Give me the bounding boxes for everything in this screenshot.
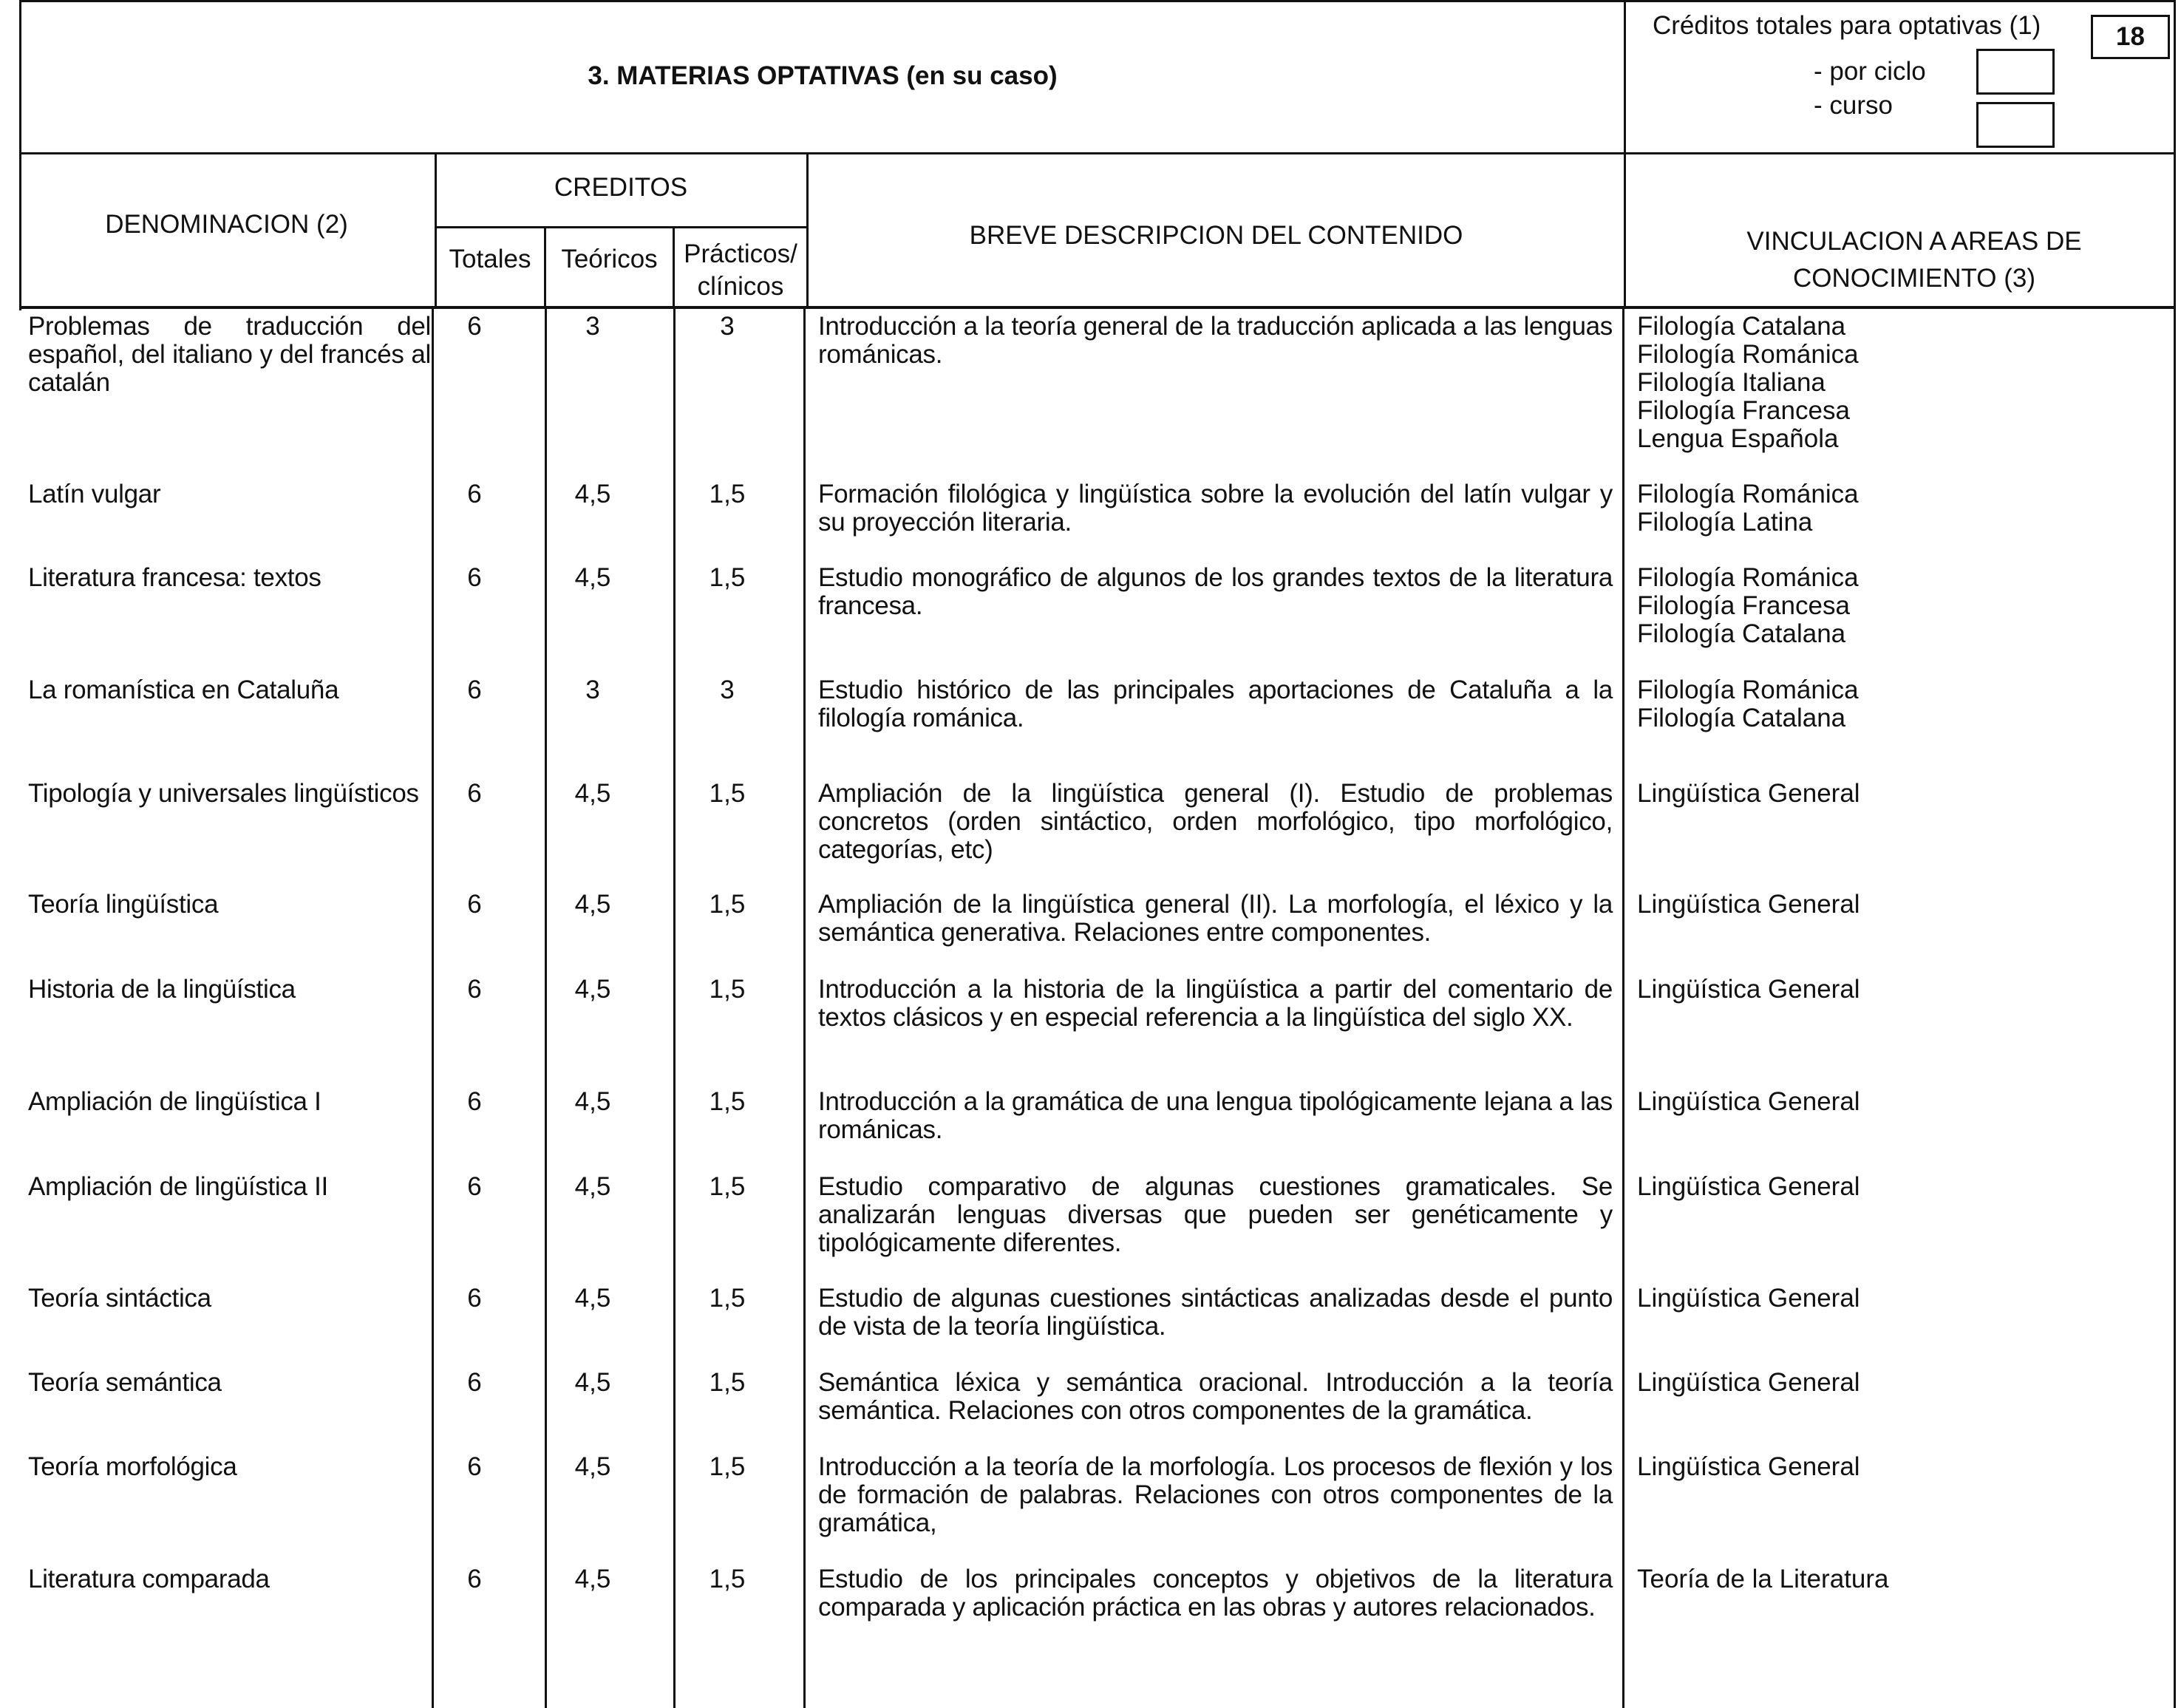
credits-subheader-separator [435, 226, 808, 228]
row-areas [1637, 1285, 1860, 1313]
row-descripcion: Introducción a la teoría general de la traducción aplicada a las lenguas románicas. [818, 312, 1613, 369]
row-areas [1637, 1453, 1860, 1481]
row-denominacion: Teoría sintáctica [28, 1284, 211, 1313]
area-item: Lingüística General [1637, 1087, 1860, 1116]
row-descripcion: Introducción a la gramática de una lengua tipológicamente lejana a las románicas. [818, 1087, 1613, 1144]
row-teoricos: 4,5 [574, 975, 611, 1004]
area-item: Filología Francesa [1637, 396, 1850, 425]
area-item: Filología Italiana [1637, 368, 1826, 397]
col-teoricos: Teóricos [561, 245, 658, 273]
row-areas [1637, 564, 1859, 648]
area-item: Filología Catalana [1637, 312, 1846, 341]
row-practicos: 1,5 [709, 1172, 746, 1201]
row-totales: 6 [467, 975, 482, 1004]
row-totales: 6 [467, 779, 482, 808]
area-item: Filología Francesa [1637, 591, 1850, 620]
body-border-right [2174, 307, 2176, 1708]
row-denominacion: Problemas de traducción del español, del italiano y del francés al catalán [28, 312, 431, 397]
table-border-top [19, 0, 2176, 2]
row-areas [1637, 780, 1860, 808]
row-totales: 6 [467, 480, 482, 508]
credits-total-value: 18 [2116, 22, 2145, 51]
col-practicos: Prácticos/ clínicos [684, 239, 797, 301]
col-totales: Totales [449, 245, 531, 273]
row-denominacion: Ampliación de lingüística II [28, 1172, 328, 1201]
row-totales: 6 [467, 1565, 482, 1593]
area-item: Filología Románica [1637, 480, 1859, 508]
row-totales: 6 [467, 1368, 482, 1397]
row-practicos: 1,5 [709, 1565, 746, 1593]
body-divider-denominacion [432, 307, 434, 1708]
area-item: Lingüística General [1637, 1172, 1860, 1201]
table-border-right [2174, 0, 2176, 310]
row-practicos: 1,5 [709, 563, 746, 592]
row-teoricos: 3 [585, 676, 600, 704]
row-totales: 6 [467, 890, 482, 919]
row-totales: 6 [467, 1087, 482, 1116]
row-denominacion: Teoría morfológica [28, 1452, 237, 1481]
row-descripcion: Estudio monográfico de algunos de los grandes textos de la literatura francesa. [818, 563, 1613, 620]
col-descripcion: BREVE DESCRIPCION DEL CONTENIDO [969, 221, 1463, 250]
por-ciclo-label: - por ciclo [1814, 57, 1926, 86]
row-denominacion: Teoría lingüística [28, 890, 219, 919]
row-teoricos: 4,5 [574, 1172, 611, 1201]
column-header-separator [19, 306, 2176, 309]
body-divider-practicos [803, 307, 806, 1708]
row-descripcion: Estudio de los principales conceptos y objetivos de la literatura comparada y aplicación práctica en las obras y autores relacionados. [818, 1565, 1613, 1622]
row-denominacion: Tipología y universales lingüísticos [28, 779, 419, 808]
row-descripcion: Estudio de algunas cuestiones sintácticas analizadas desde el punto de vista de la teoría lingüística. [818, 1284, 1613, 1341]
row-areas [1637, 891, 1860, 919]
row-practicos: 1,5 [709, 1087, 746, 1116]
col-vinculacion: VINCULACION A AREAS DE CONOCIMIENTO (3) [1746, 227, 2082, 293]
row-practicos: 3 [720, 676, 735, 704]
row-teoricos: 4,5 [574, 1284, 611, 1313]
area-item: Filología Catalana [1637, 619, 1846, 648]
row-denominacion: La romanística en Cataluña [28, 676, 339, 704]
row-descripcion: Semántica léxica y semántica oracional. Introducción a la teoría semántica. Relaciones con otros componentes de la gramática. [818, 1368, 1613, 1425]
row-denominacion: Literatura francesa: textos [28, 563, 321, 592]
row-teoricos: 3 [585, 312, 600, 341]
area-item: Teoría de la Literatura [1637, 1565, 1889, 1593]
header-separator [19, 152, 2176, 154]
area-item: Lingüística General [1637, 890, 1860, 919]
row-teoricos: 4,5 [574, 779, 611, 808]
row-denominacion: Historia de la lingüística [28, 975, 296, 1004]
area-item: Lingüística General [1637, 1284, 1860, 1313]
row-teoricos: 4,5 [574, 480, 611, 508]
row-areas [1637, 1369, 1860, 1397]
row-areas [1637, 1173, 1860, 1201]
curso-box [1976, 102, 2055, 148]
area-item: Lingüística General [1637, 1452, 1860, 1481]
section-title: 3. MATERIAS OPTATIVAS (en su caso) [588, 61, 1058, 90]
area-item: Filología Catalana [1637, 704, 1846, 732]
row-areas [1637, 976, 1860, 1004]
row-teoricos: 4,5 [574, 1087, 611, 1116]
row-practicos: 1,5 [709, 975, 746, 1004]
area-item: Lingüística General [1637, 779, 1860, 808]
por-ciclo-box [1976, 49, 2055, 95]
row-teoricos: 4,5 [574, 890, 611, 919]
row-practicos: 3 [720, 312, 735, 341]
row-descripcion: Estudio histórico de las principales aportaciones de Cataluña a la filología románica. [818, 676, 1613, 732]
row-teoricos: 4,5 [574, 1565, 611, 1593]
row-practicos: 1,5 [709, 890, 746, 919]
col-denominacion: DENOMINACION (2) [105, 210, 348, 239]
row-totales: 6 [467, 1452, 482, 1481]
row-descripcion: Formación filológica y lingüística sobre la evolución del latín vulgar y su proyección literaria. [818, 480, 1613, 537]
row-denominacion: Teoría semántica [28, 1368, 222, 1397]
row-totales: 6 [467, 1284, 482, 1313]
row-practicos: 1,5 [709, 1284, 746, 1313]
row-areas [1637, 313, 1859, 453]
row-areas [1637, 1088, 1860, 1116]
row-practicos: 1,5 [709, 1368, 746, 1397]
area-item: Filología Románica [1637, 563, 1859, 592]
row-denominacion: Literatura comparada [28, 1565, 270, 1593]
row-descripcion: Introducción a la teoría de la morfología. Los procesos de flexión y los de formación de palabras. Relaciones con otros componentes de la gramática, [818, 1452, 1613, 1537]
row-areas [1637, 480, 1859, 537]
row-practicos: 1,5 [709, 779, 746, 808]
row-teoricos: 4,5 [574, 563, 611, 592]
row-totales: 6 [467, 1172, 482, 1201]
row-descripcion: Estudio comparativo de algunas cuestiones gramaticales. Se analizarán lenguas diversas que pueden ser genéticamente y tipológicamente diferentes. [818, 1172, 1613, 1257]
body-divider-totales [545, 307, 547, 1708]
curso-label: - curso [1814, 91, 1893, 120]
row-teoricos: 4,5 [574, 1452, 611, 1481]
row-totales: 6 [467, 312, 482, 341]
row-practicos: 1,5 [709, 1452, 746, 1481]
area-item: Filología Románica [1637, 340, 1859, 369]
row-denominacion: Ampliación de lingüística I [28, 1087, 321, 1116]
row-descripcion: Ampliación de la lingüística general (I). Estudio de problemas concretos (orden sintáctico, orden morfológico, tipo morfológico, categorías, etc) [818, 779, 1613, 864]
row-teoricos: 4,5 [574, 1368, 611, 1397]
area-item: Lengua Española [1637, 424, 1839, 453]
row-totales: 6 [467, 563, 482, 592]
credits-total-label: Créditos totales para optativas (1) [1653, 11, 2041, 40]
col-creditos: CREDITOS [554, 173, 688, 202]
table-border-left [19, 0, 21, 310]
area-item: Filología Latina [1637, 508, 1813, 537]
credits-total-box [2091, 15, 2170, 59]
body-divider-teoricos [673, 307, 676, 1708]
body-divider-descripcion [1622, 307, 1624, 1708]
row-areas [1637, 1565, 1888, 1593]
area-item: Lingüística General [1637, 975, 1860, 1004]
row-practicos: 1,5 [709, 480, 746, 508]
row-descripcion: Introducción a la historia de la lingüística a partir del comentario de textos clásicos y en especial referencia a la lingüística del siglo XX. [818, 975, 1613, 1032]
row-areas [1637, 676, 1859, 732]
row-denominacion: Latín vulgar [28, 480, 161, 508]
header-divider-vinculacion [1624, 0, 1626, 307]
area-item: Lingüística General [1637, 1368, 1860, 1397]
row-descripcion: Ampliación de la lingüística general (II). La morfología, el léxico y la semántica generativa. Relaciones entre componentes. [818, 890, 1613, 947]
row-totales: 6 [467, 676, 482, 704]
area-item: Filología Románica [1637, 676, 1859, 704]
